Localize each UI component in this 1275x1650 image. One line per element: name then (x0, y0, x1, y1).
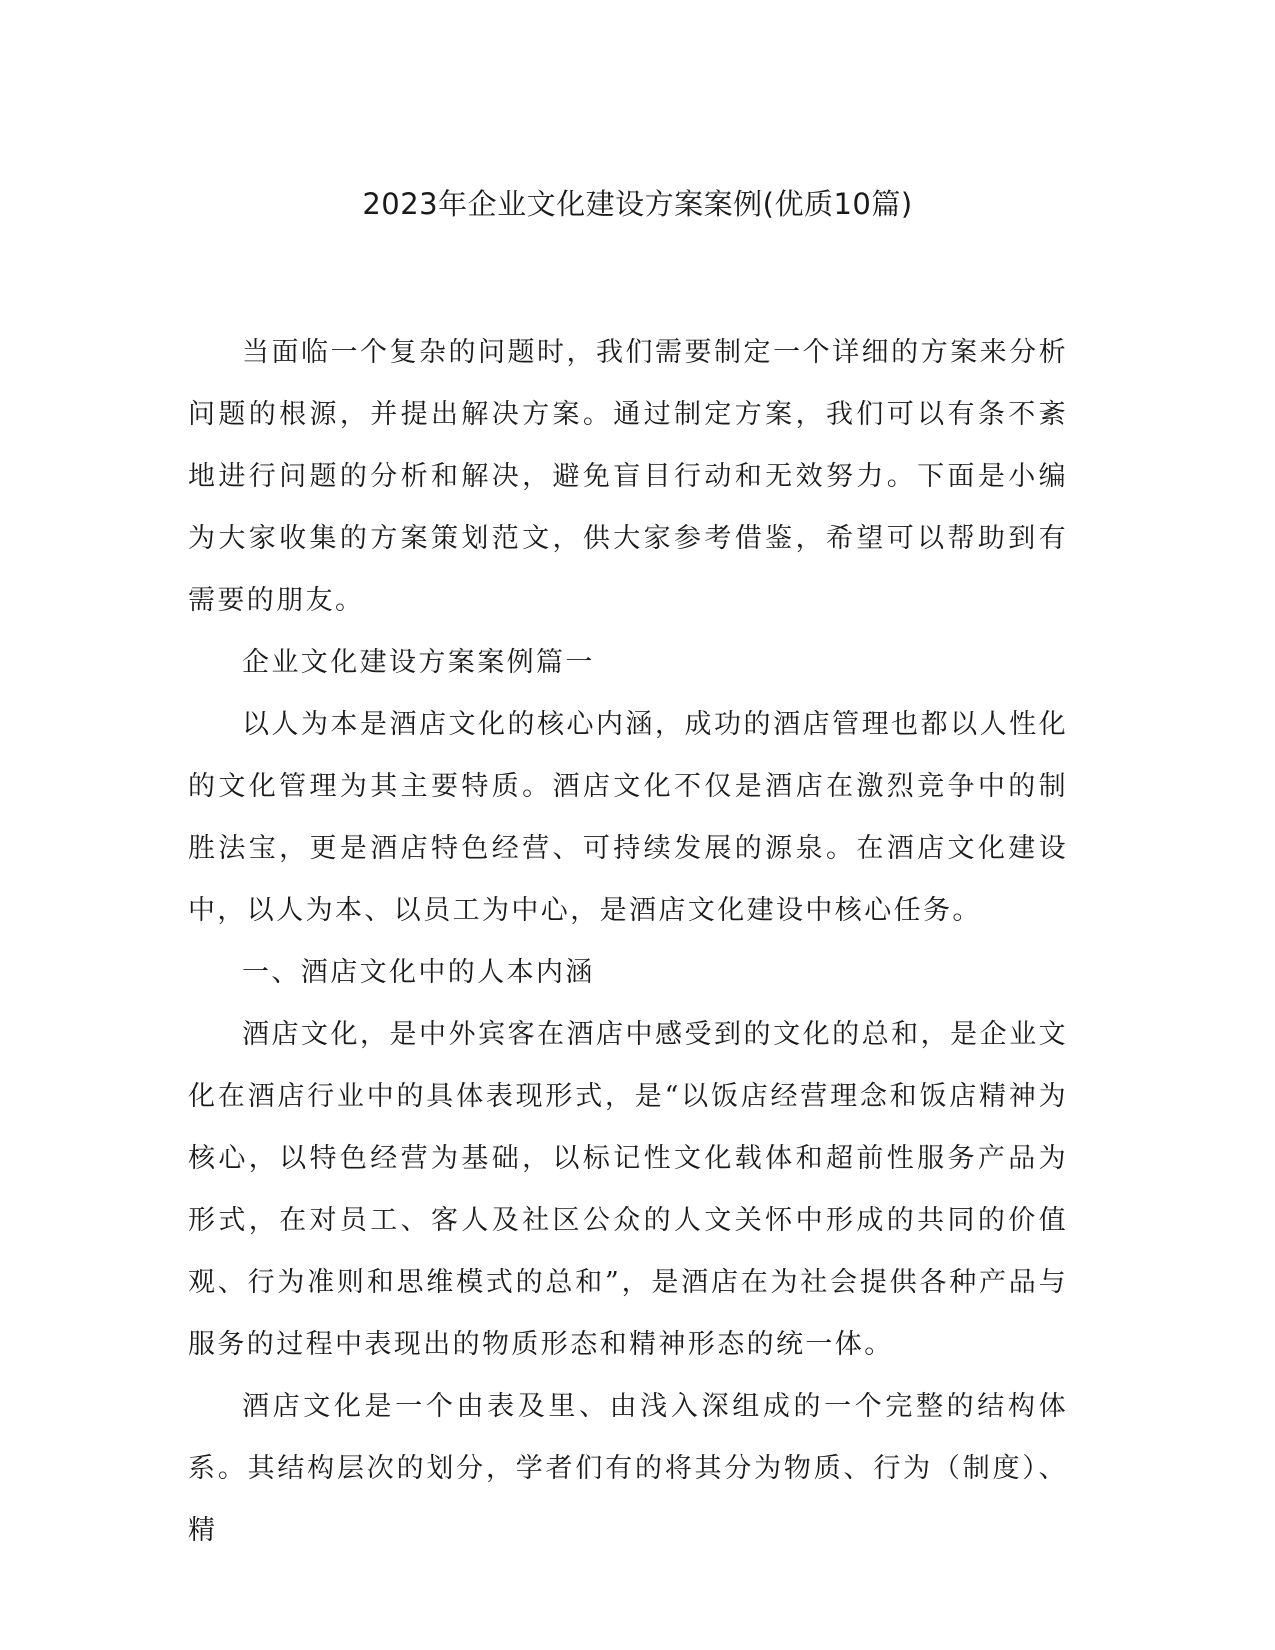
document-body (188, 322, 1068, 1562)
body-paragraph: 酒店文化，是中外宾客在酒店中感受到的文化的总和，是企业文化在酒店行业中的具体表现形式，是“以饭店经营理念和饭店精神为核心，以特色经营为基础，以标记性文化载体和超前性服务产品为形式，在对员工、客人及社区公众的人文关怀中形成的共同的价值观、行为准则和思维模式的总和”，是酒店在为社会提供各种产品与服务的过程中表现出的物质形态和精神形态的统一体。 (188, 1019, 1068, 1360)
subsection-heading: 一、酒店文化中的人本内涵 (242, 957, 595, 988)
body-paragraph: 以人为本是酒店文化的核心内涵，成功的酒店管理也都以人性化的文化管理为其主要特质。酒店文化不仅是酒店在激烈竞争中的制胜法宝，更是酒店特色经营、可持续发展的源泉。在酒店文化建设中，以人为本、以员工为中心，是酒店文化建设中核心任务。 (188, 709, 1068, 926)
intro-paragraph: 当面临一个复杂的问题时，我们需要制定一个详细的方案来分析问题的根源，并提出解决方案。通过制定方案，我们可以有条不紊地进行问题的分析和解决，避免盲目行动和无效努力。下面是小编为大家收集的方案策划范文，供大家参考借鉴，希望可以帮助到有需要的朋友。 (188, 337, 1068, 616)
section-heading-part-one: 企业文化建设方案案例篇一 (242, 647, 595, 678)
body-paragraph: 酒店文化是一个由表及里、由浅入深组成的一个完整的结构体系。其结构层次的划分，学者们有的将其分为物质、行为（制度）、精 (188, 1391, 1068, 1546)
document-title: 2023年企业文化建设方案案例(优质10篇) (362, 187, 913, 221)
